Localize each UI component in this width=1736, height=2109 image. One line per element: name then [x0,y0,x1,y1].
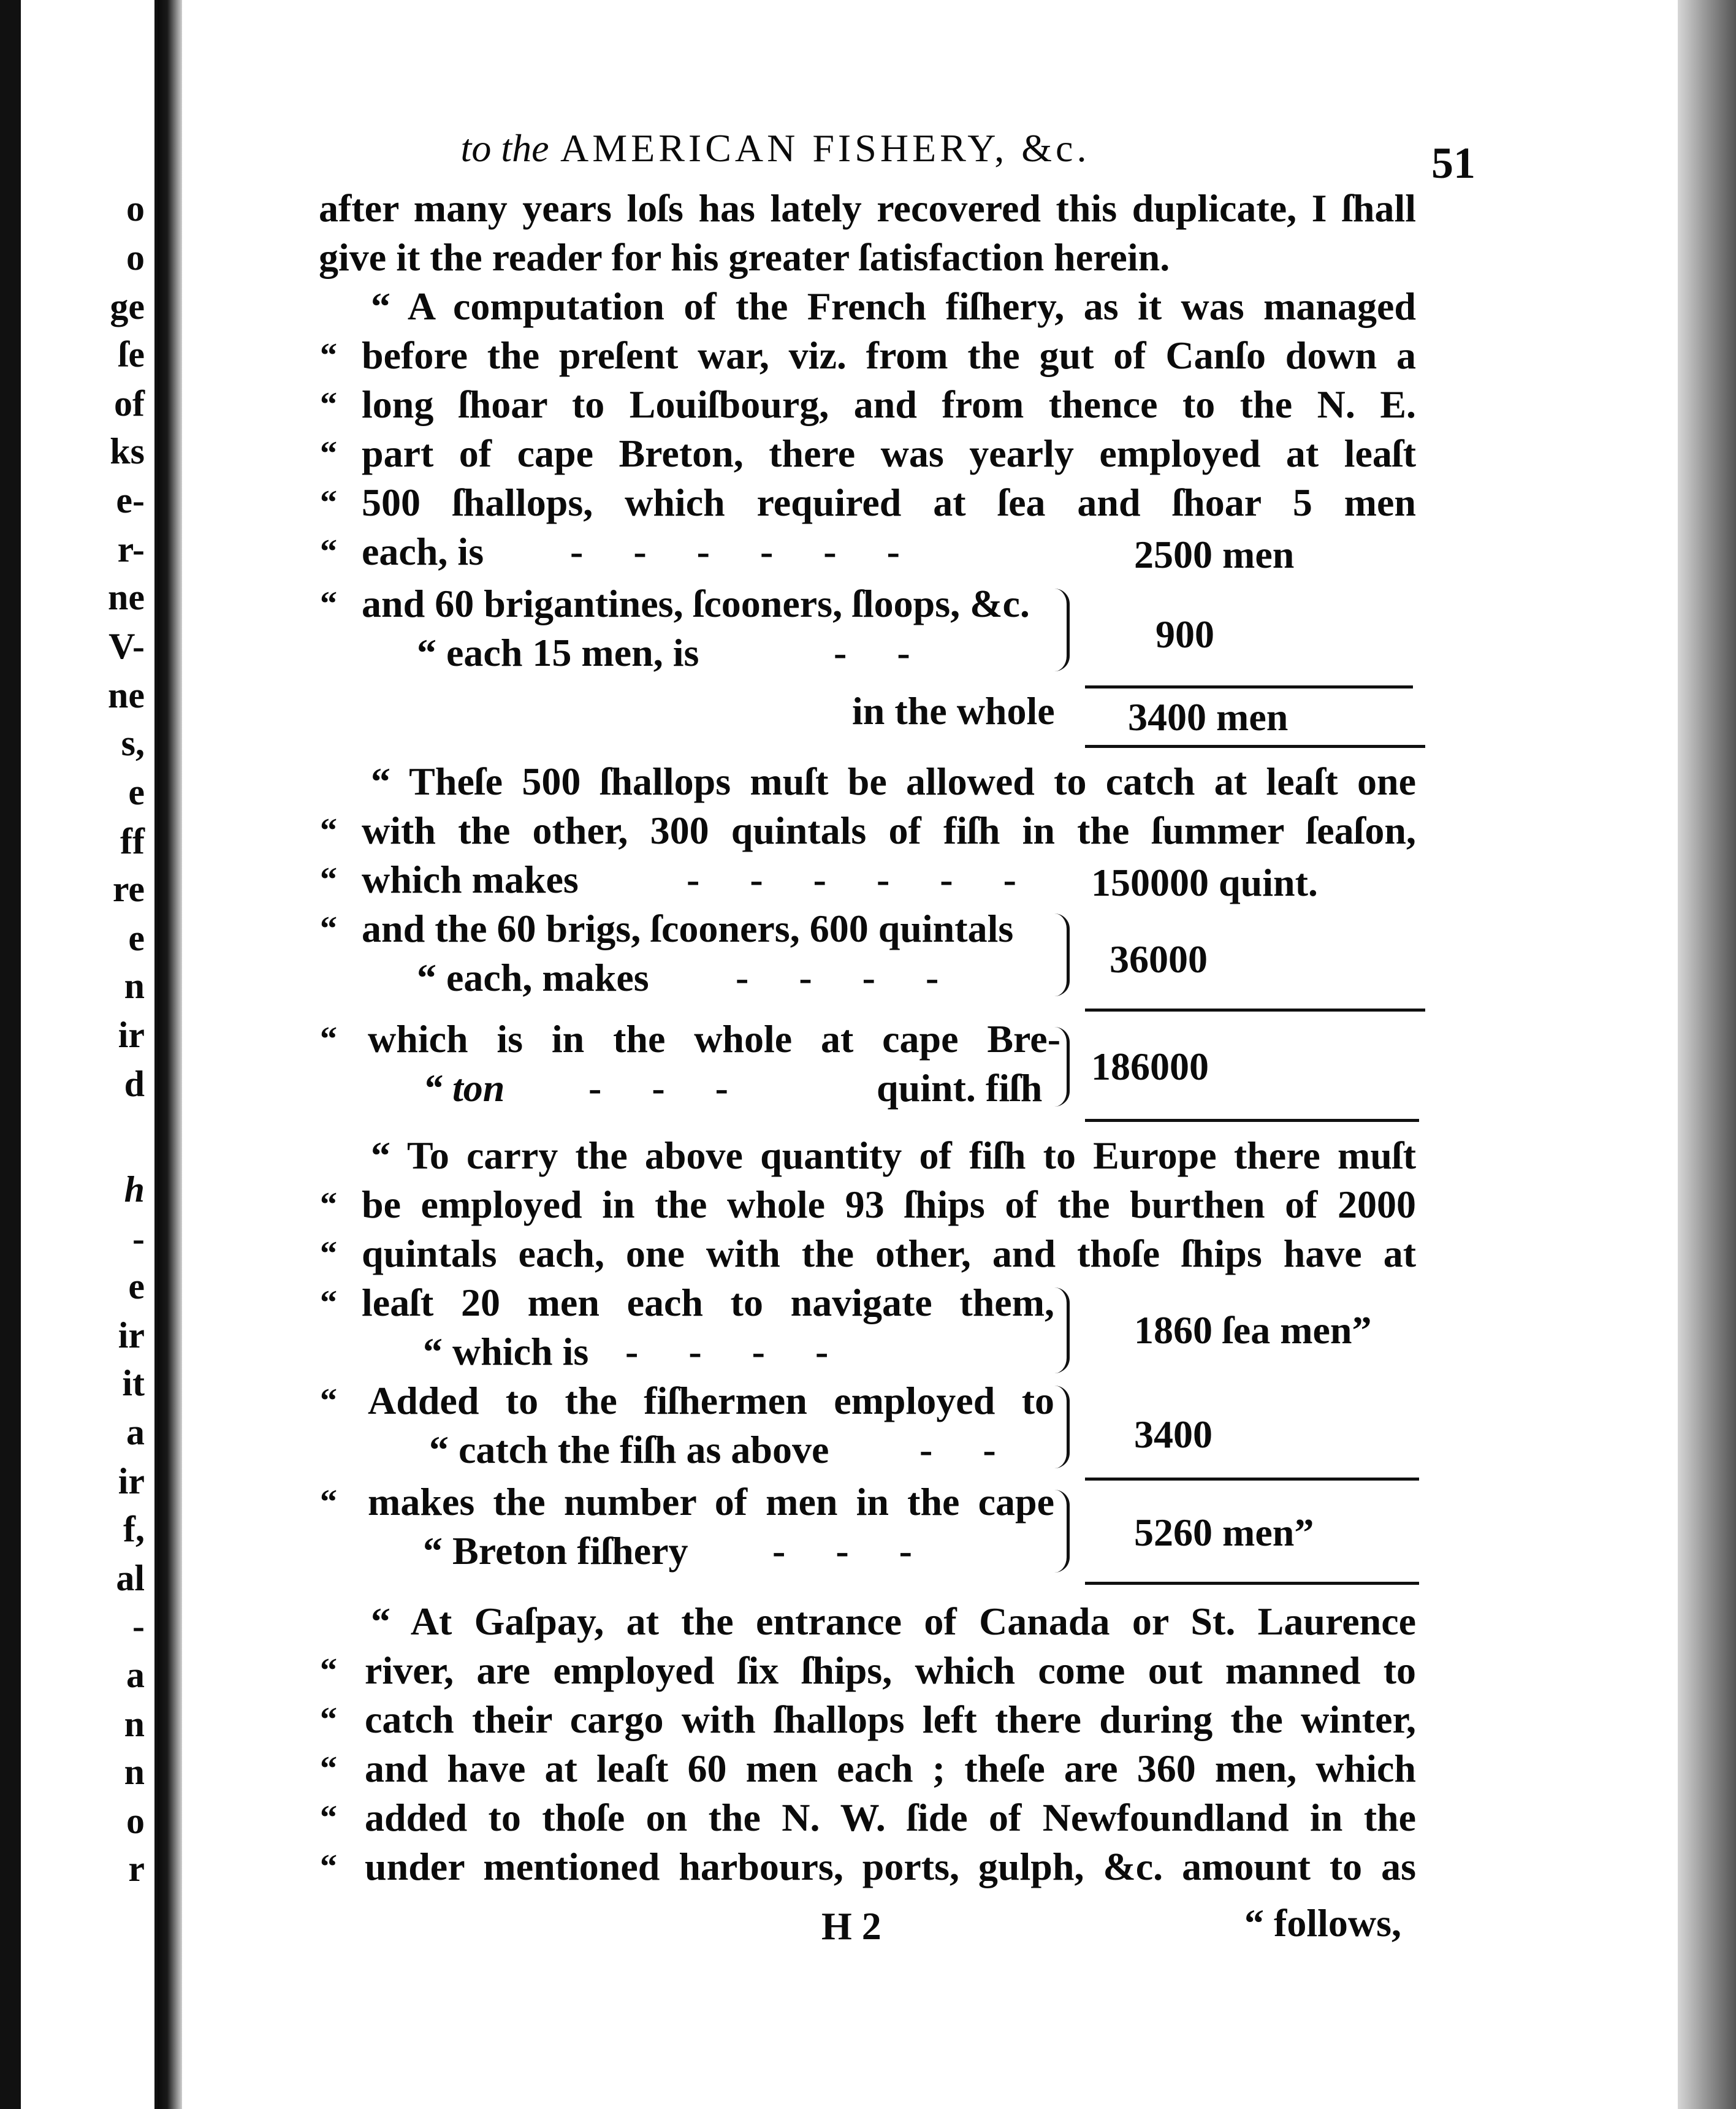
catchword: “ follows, [1244,1901,1401,1945]
table1-total-value: 3400 men [1128,695,1289,739]
table3-row1-label: leaſt 20 men each to navigate them, [362,1281,1054,1324]
page-right-edge [1678,0,1736,2109]
text-line: after many years loſs has lately recovered this duplicate, I ſhall [319,186,1416,230]
quote-mark: “ [320,1186,337,1224]
table3-row3-label: Added to the fiſhermen employed to [368,1379,1054,1422]
left-fragment: n [124,966,145,1006]
table2-row3-dashes: - - - - [736,956,939,999]
left-fragment: o [126,1801,145,1841]
text-line: under mentioned harbours, ports, gulph, &c. amount to as [365,1845,1416,1888]
table3-row5-label: makes the number of men in the cape [368,1480,1054,1524]
left-fragment: a [126,1412,145,1452]
quote-mark: “ [320,812,337,850]
table2-row1-dashes: - - - - - - [687,858,1016,901]
quote-mark: “ [320,533,337,571]
left-fragment: ff [120,821,145,861]
left-fragment: h [124,1169,145,1210]
left-fragment: it [122,1363,145,1403]
table3-brace-3 [1054,1490,1070,1573]
table2-row3-label: “ each, makes [417,956,649,999]
table2-brace-bottom [1054,1027,1070,1107]
table2-row5-label-a: “ ton [423,1066,505,1110]
table2-brace-top [1054,913,1070,996]
left-fragment: V- [108,626,145,666]
left-fragment: r [128,1848,145,1889]
table1-row3-dashes: - - [834,631,910,674]
quote-mark: “ [320,1799,337,1837]
table2-row4-label: which is in the whole at cape Bre- [368,1017,1060,1061]
quote-mark: “ [320,1652,337,1690]
quote-mark: “ [320,1382,337,1420]
left-fragment: ks [110,431,145,471]
left-fragment: d [124,1064,145,1104]
table1-row3-label: “ each 15 men, is [417,631,699,674]
quote-mark: “ [320,1848,337,1886]
text-line: “ Theſe 500 ſhallops muſt be allowed to catch at leaſt one [371,760,1416,803]
left-fragment: r- [117,529,145,570]
left-fragment: re [112,869,145,909]
text-line: be employed in the whole 93 ſhips of the burthen of 2000 [362,1183,1416,1226]
page-number: 51 [1431,139,1475,188]
header-suffix: &c. [1021,126,1091,170]
quote-mark: “ [320,1483,337,1521]
quote-mark: “ [320,861,337,899]
left-fragment: ir [118,1461,145,1501]
table2-row1-value: 150000 quint. [1091,861,1318,904]
quote-mark: “ [320,910,337,948]
text-line: long ſhoar to Louiſbourg, and from thence to the N. E. [362,383,1416,426]
left-fragment: ne [108,577,145,617]
table3-row4-label: “ catch the fiſh as above [429,1428,829,1471]
table1-row1-dashes: - - - - - - [570,530,900,573]
table2-row23-value: 36000 [1110,937,1208,981]
left-fragment: - [132,1218,145,1259]
table1-row23-value: 900 [1155,612,1214,656]
table3-row4-dashes: - - [919,1428,996,1471]
text-line: before the preſent war, viz. from the gut of Canſo down a [362,334,1416,377]
table1-row1-value: 2500 men [1134,533,1295,576]
table2-total-rule [1085,1119,1419,1122]
table3-brace-2 [1054,1386,1070,1468]
table2-row5-label-b: quint. fiſh [877,1066,1043,1110]
text-line: with the other, 300 quintals of fiſh in the ſummer ſeaſon, [362,809,1416,852]
left-fragment: s, [121,723,145,763]
table1-row2-label: and 60 brigantines, ſcooners, ſloops, &c. [362,582,1030,625]
left-fragment: ge [110,286,145,327]
table3-brace-1 [1054,1287,1070,1373]
quote-mark: “ [320,435,337,473]
left-fragment: n [124,1752,145,1792]
left-facing-page [0,0,158,2109]
quote-mark: “ [320,1020,337,1058]
left-page-dark-edge [0,0,21,2109]
table3-row6-dashes: - - - [772,1529,912,1573]
table1-row1-label: each, is [362,530,484,573]
left-fragment: o [126,237,145,278]
quote-mark: “ [320,1235,337,1273]
running-header [218,126,1333,171]
left-fragment: e- [116,480,145,521]
text-line: river, are employed ſix ſhips, which come out manned to [365,1649,1416,1692]
table2-row45-value: 186000 [1091,1045,1209,1088]
text-line: “ To carry the above quantity of fiſh to Europe there muſt [371,1134,1416,1177]
quote-mark: “ [320,1701,337,1739]
table1-total-label: in the whole [852,689,1055,733]
quote-mark: “ [320,337,337,375]
text-line: added to thoſe on the N. W. ſide of Newfoundland in the [365,1796,1416,1839]
table3-row34-value: 3400 [1134,1413,1213,1456]
left-fragment: of [114,383,145,424]
text-line: “ A computation of the French fiſhery, as it was managed [371,284,1416,328]
table3-row6-label: “ Breton fiſhery [423,1529,688,1573]
left-fragment: o [126,188,145,229]
left-fragment: a [126,1655,145,1695]
table3-row12-value: 1860 ſea men” [1134,1308,1372,1352]
text-line: give it the reader for his greater ſatisfaction herein. [319,235,1170,279]
text-line: and have at leaſt 60 men each ; theſe are 360 men, which [365,1747,1416,1790]
left-fragment: al [116,1558,145,1598]
quote-mark: “ [320,1750,337,1788]
left-fragment: e [128,772,145,812]
book-gutter [158,0,182,2109]
table2-row2-label: and the 60 brigs, ſcooners, 600 quintals [362,907,1014,950]
left-fragment: f, [123,1509,145,1549]
table2-mid-rule [1085,1009,1425,1012]
table2-row1-label: which makes [362,858,579,901]
left-fragment: ſe [118,334,145,375]
table3-row2-dashes: - - - - [625,1330,829,1373]
table3-row2-label: “ which is [423,1330,589,1373]
left-fragment: ir [118,1015,145,1055]
left-fragment: e [128,918,145,958]
signature-mark: H 2 [821,1904,881,1948]
quote-mark: “ [320,585,337,623]
table3-mid-rule [1085,1478,1419,1481]
left-fragment: - [132,1606,145,1646]
left-fragment: e [128,1266,145,1306]
table3-row56-value: 5260 men” [1134,1511,1314,1554]
quote-mark: “ [320,386,337,424]
left-fragment: ir [118,1315,145,1356]
quote-mark: “ [320,1284,337,1322]
table3-total-rule [1085,1582,1419,1585]
left-fragment: n [124,1704,145,1744]
header-title: AMERICAN FISHERY, [560,126,1008,170]
left-fragment: ne [108,675,145,715]
quote-mark: “ [320,484,337,522]
table1-sum-rule [1085,685,1413,688]
table1-total-rule [1085,745,1425,748]
table2-row5-dashes: - - - [588,1066,728,1110]
table1-brace [1054,589,1070,671]
text-line: catch their cargo with ſhallops left there during the winter, [365,1698,1416,1741]
text-line: part of cape Breton, there was yearly employed at leaſt [362,432,1416,475]
text-line: 500 ſhallops, which required at ſea and ſhoar 5 men [362,481,1416,524]
text-line: “ At Gaſpay, at the entrance of Canada or St. Laurence [371,1600,1416,1643]
header-prefix: to the [460,126,549,170]
text-line: quintals each, one with the other, and thoſe ſhips have at [362,1232,1416,1275]
